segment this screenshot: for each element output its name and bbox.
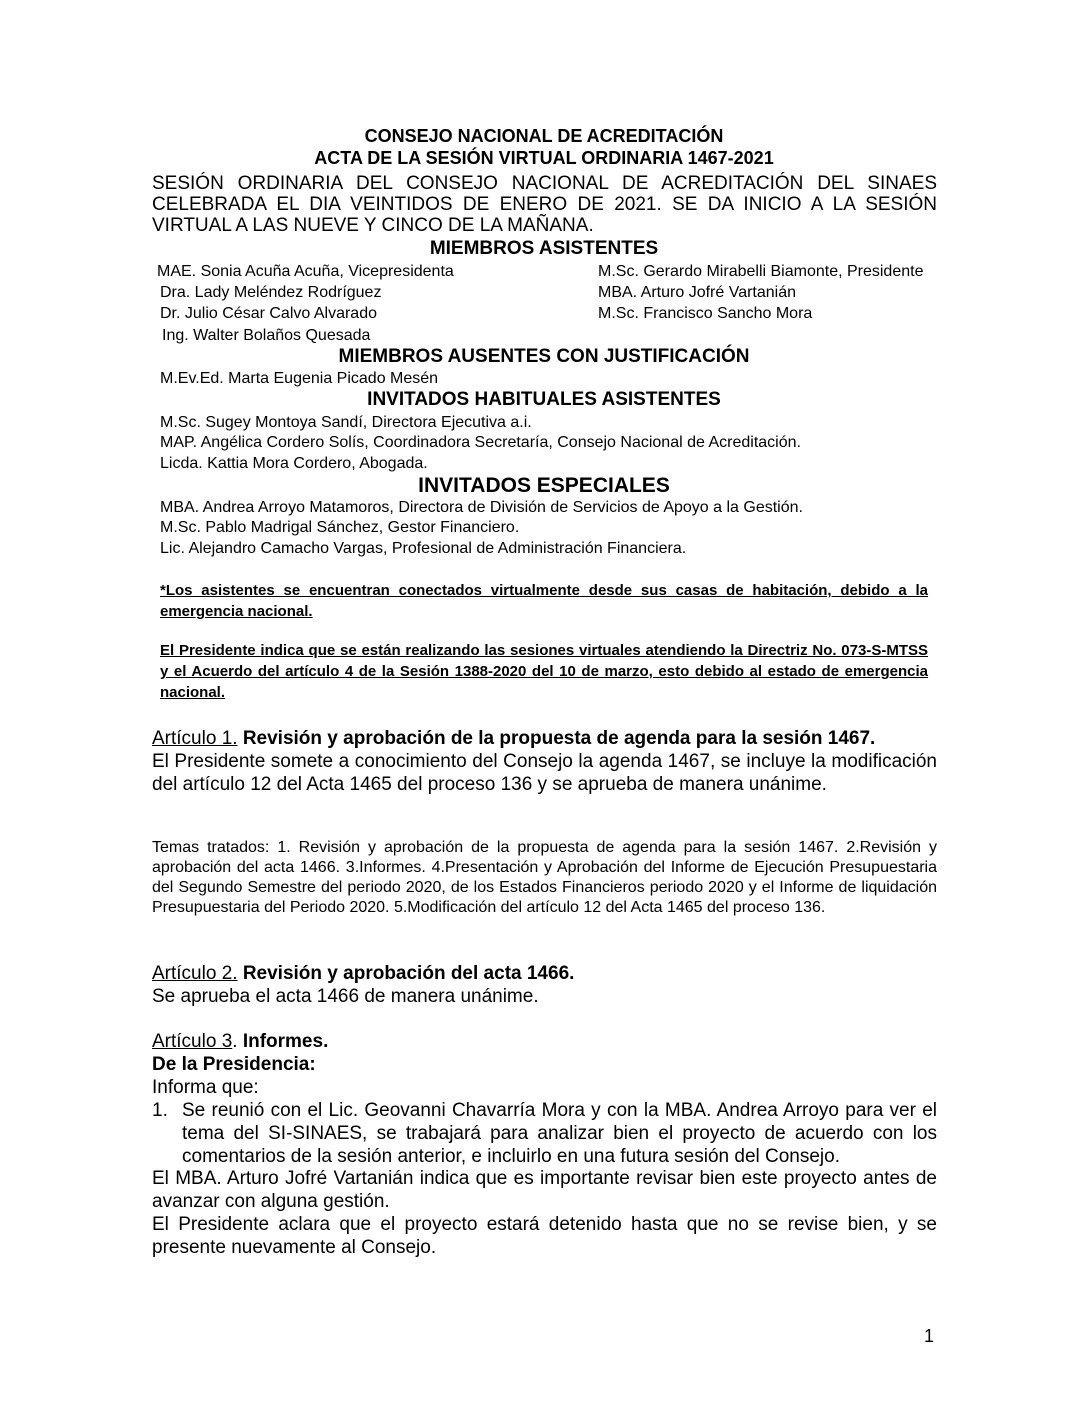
heading-invitados-especiales: INVITADOS ESPECIALES bbox=[418, 474, 670, 497]
list-item-text: Se reunió con el Lic. Geovanni Chavarría Mora y con la MBA. Andrea Arroyo para ver el tema del SI-SINAES, se trabajará para analizar bien el proyecto de acuerdo con los comentarios de la sesión anterior, e incluirlo en una futura sesión del Consejo. bbox=[182, 1100, 937, 1167]
regular-guest-1: M.Sc. Sugey Montoya Sandí, Directora Ejecutiva a.i. bbox=[160, 414, 532, 431]
president-paragraph: El Presidente aclara que el proyecto estará detenido hasta que no se revise bien, y se presente nuevamente al Consejo. bbox=[152, 1214, 937, 1258]
list-item-number: 1. bbox=[152, 1100, 168, 1121]
special-guest-3: Lic. Alejandro Camacho Vargas, Profesional de Administración Financiera. bbox=[160, 540, 687, 557]
article-2-body: Se aprueba el acta 1466 de manera unánime. bbox=[152, 986, 539, 1007]
article-1-label: Artículo 1. bbox=[152, 728, 238, 749]
special-guest-2: M.Sc. Pablo Madrigal Sánchez, Gestor Financiero. bbox=[160, 519, 520, 536]
list-item bbox=[152, 1099, 937, 1168]
member-left-1: MAE. Sonia Acuña Acuña, Vicepresidenta bbox=[157, 263, 454, 280]
article-2 bbox=[152, 962, 937, 985]
article-3-title: Informes. bbox=[242, 1031, 329, 1052]
page-number: 1 bbox=[924, 1326, 935, 1346]
article-3-label: Artículo 3 bbox=[152, 1031, 233, 1052]
heading-miembros-ausentes: MIEMBROS AUSENTES CON JUSTIFICACIÓN bbox=[338, 346, 750, 367]
heading-miembros-asistentes: MIEMBROS ASISTENTES bbox=[429, 238, 659, 259]
virtual-attendance-note: *Los asistentes se encuentran conectados virtualmente desde sus casas de habitación, debido a la emergencia nacional. bbox=[160, 582, 928, 620]
informa-que: Informa que: bbox=[152, 1077, 259, 1098]
topics-covered: Temas tratados: 1. Revisión y aprobación de la propuesta de agenda para la sesión 1467. 2.Revisión y aprobación del acta 1466. 3.Informes. 4.Presentación y Aprobación del Informe de Ejecución Presupuestaria del Segundo Semestre del periodo 2020, de los Estados Financieros periodo 2020 y el Informe de liquidación Presupuestaria del Periodo 2020. 5.Modificación del artículo 12 del Acta 1465 del proceso 136. bbox=[152, 839, 937, 916]
council-title: CONSEJO NACIONAL DE ACREDITACIÓN bbox=[364, 126, 724, 146]
member-right-1: M.Sc. Gerardo Mirabelli Biamonte, Presidente bbox=[598, 263, 924, 280]
member-left-4: Ing. Walter Bolaños Quesada bbox=[162, 327, 371, 344]
article-2-label: Artículo 2. bbox=[152, 963, 238, 984]
member-left-3: Dr. Julio César Calvo Alvarado bbox=[160, 305, 377, 322]
directive-note: El Presidente indica que se están realizando las sesiones virtuales atendiendo la Directriz No. 073-S-MTSS y el Acuerdo del artículo 4 de la Sesión 1388-2020 del 10 de marzo, esto debido al estado de emergencia nacional. bbox=[160, 642, 928, 701]
article-1 bbox=[152, 727, 937, 750]
special-guest-1: MBA. Andrea Arroyo Matamoros, Directora de División de Servicios de Apoyo a la Gestión. bbox=[160, 499, 803, 516]
absent-member-1: M.Ev.Ed. Marta Eugenia Picado Mesén bbox=[160, 370, 439, 387]
member-right-2: MBA. Arturo Jofré Vartanián bbox=[598, 284, 797, 301]
article-3: Artículo 3. Informes. bbox=[152, 1031, 329, 1052]
member-left-2: Dra. Lady Meléndez Rodríguez bbox=[160, 284, 382, 301]
member-right-3: M.Sc. Francisco Sancho Mora bbox=[598, 305, 813, 322]
regular-guest-2: MAP. Angélica Cordero Solís, Coordinadora Secretaría, Consejo Nacional de Acreditación. bbox=[160, 434, 801, 451]
heading-invitados-habituales: INVITADOS HABITUALES ASISTENTES bbox=[367, 389, 721, 410]
regular-guest-3: Licda. Kattia Mora Cordero, Abogada. bbox=[160, 455, 428, 472]
jofre-paragraph: El MBA. Arturo Jofré Vartanián indica que es importante revisar bien este proyecto antes de avanzar con alguna gestión. bbox=[152, 1168, 937, 1212]
article-1-body: El Presidente somete a conocimiento del Consejo la agenda 1467, se incluye la modificación del artículo 12 del Acta 1465 del proceso 136 y se aprueba de manera unánime. bbox=[152, 751, 937, 795]
act-title: ACTA DE LA SESIÓN VIRTUAL ORDINARIA 1467-2021 bbox=[314, 148, 774, 168]
article-1-title: Revisión y aprobación de la propuesta de agenda para la sesión 1467. bbox=[242, 728, 876, 749]
session-intro: SESIÓN ORDINARIA DEL CONSEJO NACIONAL DE ACREDITACIÓN DEL SINAES CELEBRADA EL DIA VEINTIDOS DE ENERO DE 2021. SE DA INICIO A LA SESIÓN VIRTUAL A LAS NUEVE Y CINCO DE LA MAÑANA. bbox=[152, 173, 937, 236]
article-2-title: Revisión y aprobación del acta 1466. bbox=[242, 963, 575, 984]
presidency-subtitle: De la Presidencia: bbox=[152, 1054, 316, 1075]
